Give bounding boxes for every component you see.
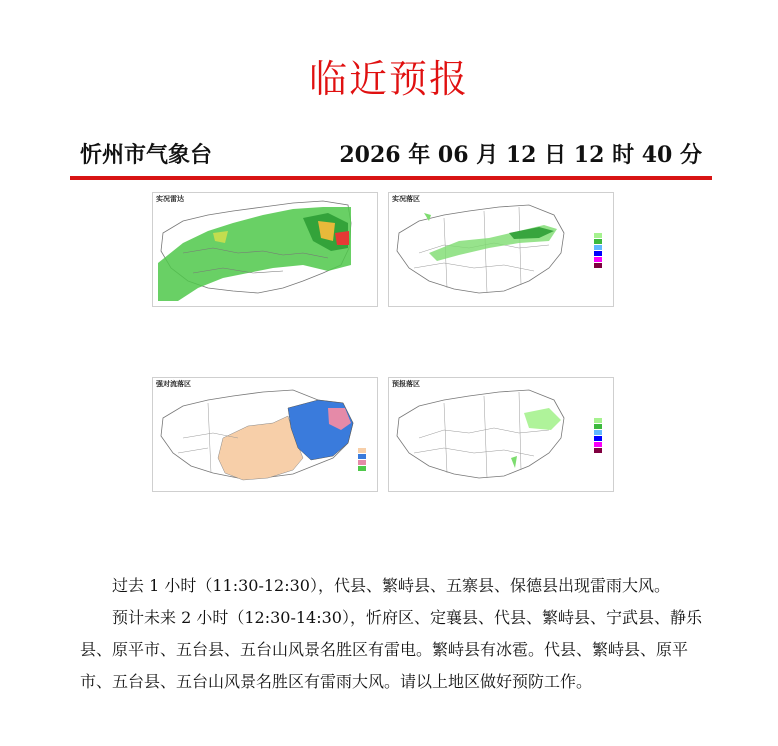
radar-map	[153, 193, 377, 306]
observed-map	[389, 193, 613, 306]
convection-map	[153, 378, 377, 491]
map-panel-radar	[152, 192, 378, 307]
panel-label: 实况雷达	[156, 195, 184, 203]
map-panel-observed	[388, 192, 614, 307]
convection-legend	[358, 448, 366, 472]
forecast-map	[389, 378, 613, 491]
map-panel-forecast	[388, 377, 614, 492]
forecast-legend	[594, 418, 602, 454]
precipitation-legend	[594, 233, 602, 269]
map-panel-convection	[152, 377, 378, 492]
page-title: 临近预报	[308, 57, 469, 101]
header-divider	[70, 176, 712, 180]
agency-name: 忻州市气象台	[80, 142, 213, 168]
issue-datetime: 2026 年 06 月 12 日 12 时 40 分	[339, 142, 702, 168]
observation-paragraph: 过去 1 小时（11:30-12:30），代县、繁峙县、五寨县、保德县出现雷雨大风。	[112, 576, 670, 595]
forecast-paragraph: 预计未来 2 小时（12:30-14:30），忻府区、定襄县、代县、繁峙县、宁武县、静乐县、原平市、五台县、五台山风景名胜区有雷电。繁峙县有冰雹。代县、繁峙县、原平市、五台县、五台山风景名胜区有雷雨大风。请以上地区做好预防工作。	[80, 608, 702, 691]
panel-label: 预报落区	[392, 380, 420, 388]
panel-label: 强对流落区	[156, 380, 191, 388]
panel-label: 实况落区	[392, 195, 420, 203]
